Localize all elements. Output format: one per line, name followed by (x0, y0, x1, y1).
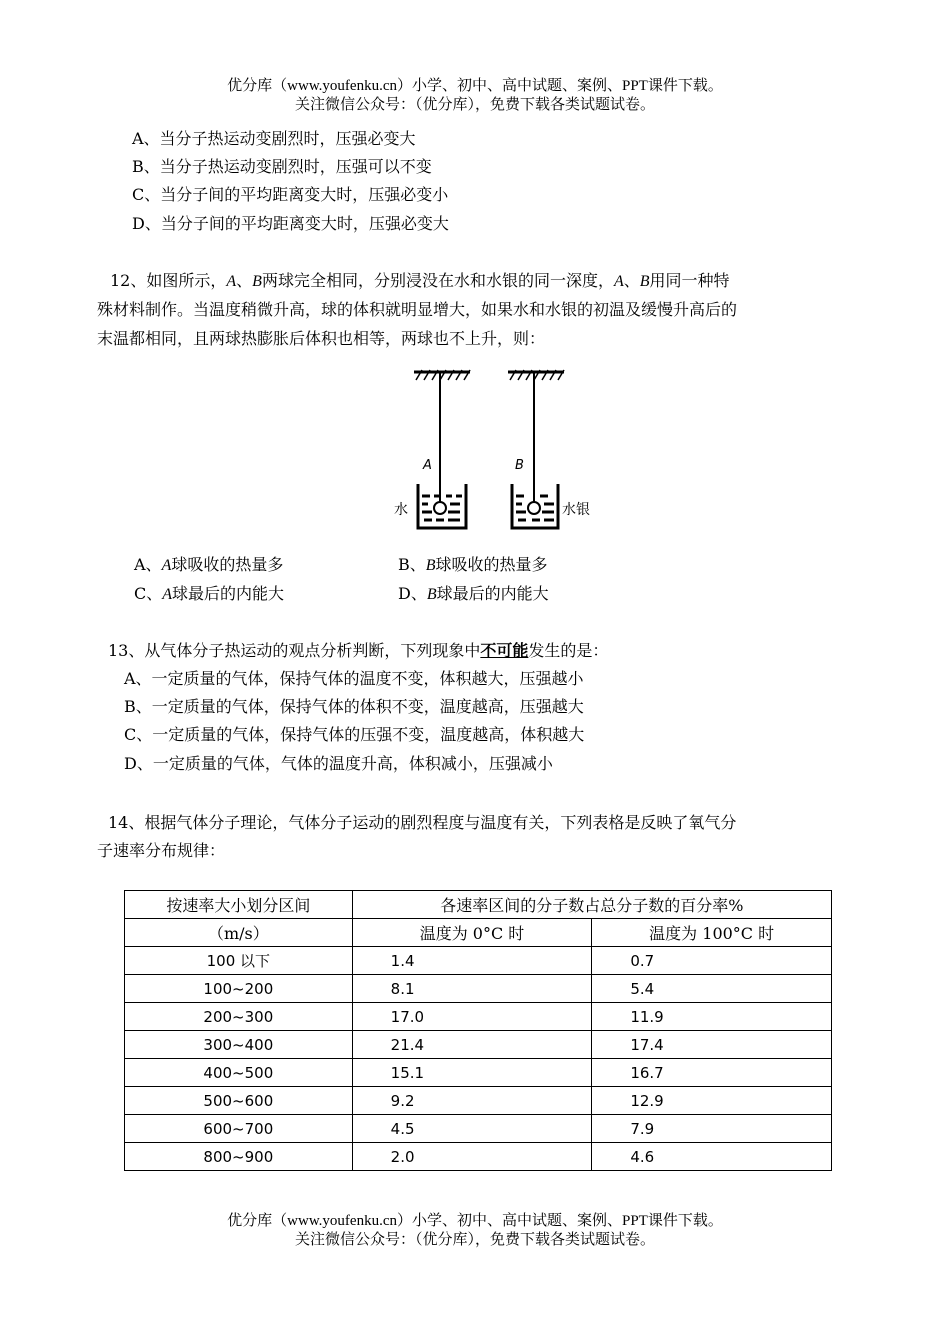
q12-var-a: A (226, 273, 237, 290)
q14-stem-line-2: 子速率分布规律： (97, 841, 226, 860)
right-ceiling-support (508, 370, 564, 380)
page-footer (0, 1212, 950, 1250)
q12-option-c-var: A (162, 586, 173, 603)
cell-t0: 8.1 (352, 975, 592, 1003)
cell-t0: 2.0 (352, 1143, 592, 1171)
q12-option-a-text: 球吸收的热量多 (171, 555, 284, 574)
left-ceiling-support (414, 370, 470, 380)
q13-option-a: A、一定质量的气体，保持气体的温度不变，体积越大，压强越小 (124, 669, 584, 688)
ball-b (528, 502, 540, 514)
q12-option-a (134, 554, 283, 577)
q12-stem-line-2: 殊材料制作。当温度稍微升高，球的体积就明显增大，如果水和水银的初温及缓慢升高后的 (97, 300, 738, 319)
q11-option-d: D、当分子间的平均距离变大时，压强必变大 (132, 214, 449, 233)
q13-option-c: C、一定质量的气体，保持气体的压强不变，温度越高，体积越大 (124, 725, 585, 744)
cell-range: 800~900 (125, 1143, 353, 1171)
q13-stem-after: 发生的是： (528, 641, 609, 660)
q13-option-d: D、一定质量的气体，气体的温度升高，体积减小，压强减小 (124, 754, 553, 773)
q12-option-d-var: B (426, 586, 437, 603)
table-header-row (125, 891, 832, 919)
table-header-group: 各速率区间的分子数占总分子数的百分率% (352, 891, 831, 919)
cell-range: 200~300 (125, 1003, 353, 1031)
q12-option-a-prefix: A、 (134, 555, 162, 574)
footer-line-1: 优分库（www.youfenku.cn）小学、初中、高中试题、案例、PPT课件下载。 (227, 1213, 723, 1229)
table-header-unit: （m/s） (125, 919, 353, 947)
table-row (125, 947, 832, 975)
table-row (125, 1003, 832, 1031)
cell-range: 400~500 (125, 1059, 353, 1087)
q11-option-c: C、当分子间的平均距离变大时，压强必变小 (132, 185, 449, 204)
header-line-2: 关注微信公众号：（优分库），免费下载各类试题试卷。 (294, 97, 655, 113)
cell-range: 100~200 (125, 975, 353, 1003)
q12-stem-line-3: 末温都相同，且两球热膨胀后体积也相等，两球也不上升，则： (97, 329, 546, 348)
q12-stem-part: 两球完全相同，分别浸没在水和水银的同一深度， (261, 271, 614, 290)
q13-stem-emphasis: 不可能 (480, 641, 529, 660)
ball-a (434, 502, 446, 514)
table-row (125, 1115, 832, 1143)
q12-option-b-text: 球吸收的热量多 (435, 555, 548, 574)
cell-t0: 21.4 (352, 1031, 592, 1059)
table-row (125, 1059, 832, 1087)
table-row (125, 1031, 832, 1059)
cell-t100: 16.7 (592, 1059, 832, 1087)
q12-var-a: A (613, 273, 624, 290)
cell-range: 600~700 (125, 1115, 353, 1143)
page-header (0, 77, 950, 115)
cell-t100: 7.9 (592, 1115, 832, 1143)
q12-option-b (398, 554, 548, 577)
q11-option-a: A、当分子热运动变剧烈时，压强必变大 (132, 129, 416, 148)
q12-option-c-prefix: C、 (134, 584, 163, 603)
cell-t100: 5.4 (592, 975, 832, 1003)
q12-option-b-var: B (425, 557, 436, 574)
cell-range: 500~600 (125, 1087, 353, 1115)
cell-t100: 11.9 (592, 1003, 832, 1031)
cell-t100: 0.7 (592, 947, 832, 975)
speed-distribution-table (124, 890, 832, 1171)
ball-a-label: A (423, 458, 432, 473)
cell-t0: 9.2 (352, 1087, 592, 1115)
header-line-1: 优分库（www.youfenku.cn）小学、初中、高中试题、案例、PPT课件下载。 (227, 78, 723, 94)
cell-t0: 15.1 (352, 1059, 592, 1087)
cell-t0: 4.5 (352, 1115, 592, 1143)
q12-sep: 、 (236, 271, 253, 290)
mercury-label: 水银 (562, 502, 590, 518)
table-header-range: 按速率大小划分区间 (125, 891, 353, 919)
table-row (125, 1143, 832, 1171)
q12-option-a-var: A (161, 557, 172, 574)
water-label: 水 (394, 502, 408, 518)
q12-var-b: B (639, 273, 650, 290)
q12-option-b-prefix: B、 (398, 555, 426, 574)
q12-stem-part: 12、如图所示， (110, 271, 227, 290)
cell-t0: 17.0 (352, 1003, 592, 1031)
cell-t100: 12.9 (592, 1087, 832, 1115)
q12-stem-part: 用同一种特 (649, 271, 730, 290)
q11-option-b: B、当分子热运动变剧烈时，压强可以不变 (132, 157, 432, 176)
cell-range: 100 以下 (125, 947, 353, 975)
q13-stem-before: 13、从气体分子热运动的观点分析判断，下列现象中 (108, 641, 481, 660)
ball-b-label: B (515, 458, 524, 473)
table-header-row (125, 919, 832, 947)
q12-stem-line-1 (110, 270, 730, 293)
q12-option-d-prefix: D、 (398, 584, 427, 603)
table-header-t100: 温度为 100°C 时 (592, 919, 832, 947)
q12-option-d (398, 583, 549, 606)
table-header-t0: 温度为 0°C 时 (352, 919, 592, 947)
cell-t0: 1.4 (352, 947, 592, 975)
q13-option-b: B、一定质量的气体，保持气体的体积不变，温度越高，压强越大 (124, 697, 584, 716)
q12-option-d-text: 球最后的内能大 (436, 584, 549, 603)
q13-stem (108, 640, 608, 662)
q12-option-c-text: 球最后的内能大 (172, 584, 285, 603)
cell-t100: 4.6 (592, 1143, 832, 1171)
water-beaker (418, 484, 466, 528)
q12-sep: 、 (623, 271, 640, 290)
q12-figure (390, 362, 610, 537)
cell-t100: 17.4 (592, 1031, 832, 1059)
cell-range: 300~400 (125, 1031, 353, 1059)
table-row (125, 1087, 832, 1115)
q12-var-b: B (252, 273, 262, 290)
q14-stem-line-1: 14、根据气体分子理论，气体分子运动的剧烈程度与温度有关，下列表格是反映了氧气分 (108, 813, 737, 832)
q12-option-c (134, 583, 284, 606)
table-row (125, 975, 832, 1003)
footer-line-2: 关注微信公众号：（优分库），免费下载各类试题试卷。 (294, 1232, 655, 1248)
